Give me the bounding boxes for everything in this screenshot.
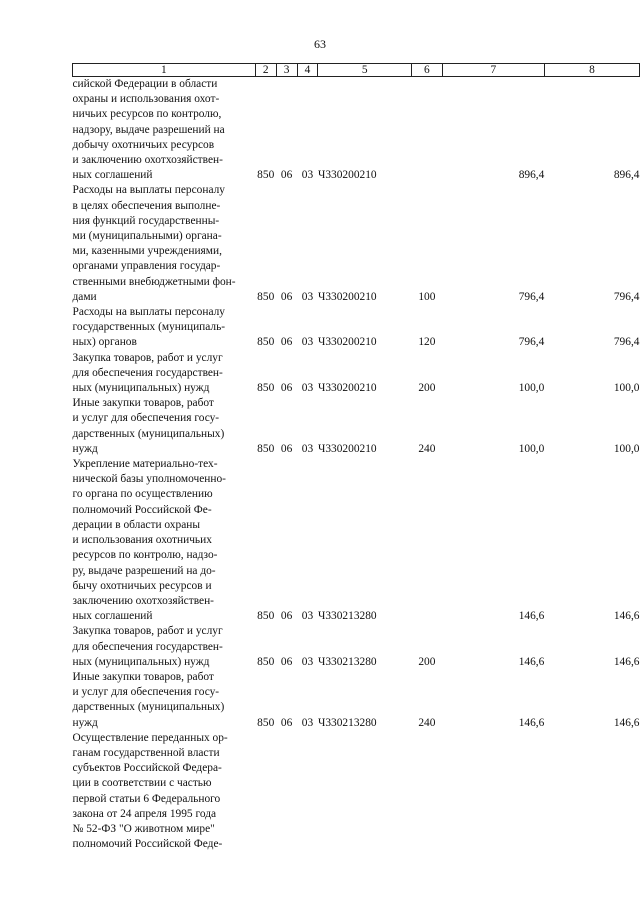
description-line: и услуг для обеспечения госу-: [72, 686, 220, 699]
table-row: [73, 731, 640, 853]
ministry-code: [255, 731, 276, 853]
description-line: Осуществление переданных ор-: [72, 731, 228, 744]
description-line: дарственных (муниципальных): [72, 701, 225, 714]
amount-year-1: 146,6: [518, 610, 545, 623]
amount-year-1: 146,6: [518, 716, 545, 729]
description-line: органами управления государ-: [72, 260, 221, 273]
description-line: и использования охотничьих: [72, 534, 212, 547]
description-line: ных соглашений: [72, 610, 153, 623]
header-col-5: 5: [318, 64, 412, 77]
subsection-code: 03: [301, 169, 314, 182]
row-description: [73, 457, 256, 624]
description-line: дами: [72, 290, 97, 303]
description-line: нужд: [72, 716, 98, 729]
description-line: ничьих ресурсов по контролю,: [72, 108, 222, 121]
description-line: и услуг для обеспечения госу-: [72, 412, 220, 425]
subsection-code: 03: [301, 336, 314, 349]
expense-type-code: 200: [418, 382, 436, 395]
description-line: добычу охотничьих ресурсов: [72, 138, 215, 151]
description-line: бычу охотничьих ресурсов и: [72, 579, 212, 592]
amount-year-2: 146,6: [613, 655, 640, 668]
target-article-code: Ч330213280: [317, 716, 377, 729]
section-code: 06: [280, 382, 293, 395]
description-line: № 52-ФЗ "О животном мире": [72, 822, 215, 835]
description-line: ми, казенными учреждениями,: [72, 245, 222, 258]
expense-type-code: 240: [418, 442, 436, 455]
amount-year-2: 896,4: [613, 169, 640, 182]
target-article-code: Ч330200210: [317, 169, 377, 182]
row-description: [73, 183, 256, 305]
description-line: Иные закупки товаров, работ: [72, 397, 214, 410]
expense-type-code: 200: [418, 655, 436, 668]
description-line: ми (муниципальными) органа-: [72, 230, 222, 243]
section-code: 06: [280, 290, 293, 303]
description-line: ния функций государственны-: [72, 214, 220, 227]
description-line: полномочий Российской Феде-: [72, 838, 223, 851]
row-description: [73, 77, 256, 184]
amount-year-1: [442, 731, 544, 853]
row-description: [73, 731, 256, 853]
description-line: ции в соответствии с частью: [72, 777, 212, 790]
expense-type-code: 120: [418, 336, 436, 349]
target-article-code: Ч330200210: [317, 290, 377, 303]
description-line: ных (муниципальных) нужд: [72, 655, 210, 668]
row-description: [73, 396, 256, 457]
table-row: [73, 670, 640, 731]
table-row: [73, 624, 640, 670]
amount-year-1: 146,6: [518, 655, 545, 668]
amount-year-1: 796,4: [518, 290, 545, 303]
description-line: ганам государственной власти: [72, 746, 220, 759]
amount-year-1: 896,4: [518, 169, 545, 182]
amount-year-2: 146,6: [613, 610, 640, 623]
description-line: Иные закупки товаров, работ: [72, 670, 214, 683]
budget-table: [72, 63, 640, 852]
ministry-code: 850: [257, 442, 275, 455]
header-col-6: 6: [411, 64, 442, 77]
section-code: 06: [280, 610, 293, 623]
section-code: 06: [280, 716, 293, 729]
ministry-code: 850: [257, 169, 275, 182]
description-line: в целях обеспечения выполне-: [72, 199, 221, 212]
row-description: [73, 351, 256, 397]
ministry-code: 850: [257, 716, 275, 729]
description-line: ных (муниципальных) нужд: [72, 382, 210, 395]
amount-year-1: 796,4: [518, 336, 545, 349]
row-description: [73, 624, 256, 670]
amount-year-2: 100,0: [613, 382, 640, 395]
section-code: [276, 731, 297, 853]
description-line: го органа по осуществлению: [72, 488, 213, 501]
target-article-code: [318, 731, 412, 853]
expense-type-code: 240: [418, 716, 436, 729]
ministry-code: 850: [257, 382, 275, 395]
description-line: дарственных (муниципальных): [72, 427, 225, 440]
subsection-code: 03: [301, 655, 314, 668]
subsection-code: 03: [301, 716, 314, 729]
expense-type-code: [411, 731, 442, 853]
expense-type-code: [411, 457, 442, 624]
target-article-code: Ч330200210: [317, 336, 377, 349]
description-line: ных соглашений: [72, 169, 153, 182]
description-line: Расходы на выплаты персоналу: [72, 306, 225, 319]
description-line: Закупка товаров, работ и услуг: [72, 351, 223, 364]
page-number: 63: [314, 37, 326, 51]
description-line: Закупка товаров, работ и услуг: [72, 625, 223, 638]
amount-year-1: 100,0: [518, 442, 545, 455]
description-line: и заключению охотхозяйствен-: [72, 154, 223, 167]
amount-year-2: [544, 731, 639, 853]
subsection-code: 03: [301, 610, 314, 623]
description-line: субъектов Российской Федера-: [72, 762, 222, 775]
subsection-code: 03: [301, 442, 314, 455]
ministry-code: 850: [257, 290, 275, 303]
description-line: ресурсов по контролю, надзо-: [72, 549, 218, 562]
target-article-code: Ч330200210: [317, 382, 377, 395]
header-col-7: 7: [442, 64, 544, 77]
description-line: заключению охотхозяйствен-: [72, 594, 214, 607]
description-line: ственными внебюджетными фон-: [72, 275, 236, 288]
amount-year-2: 146,6: [613, 716, 640, 729]
expense-type-code: [411, 77, 442, 184]
description-line: надзору, выдаче разрешений на: [72, 123, 225, 136]
description-line: для обеспечения государствен-: [72, 640, 223, 653]
description-line: ру, выдаче разрешений на до-: [72, 564, 216, 577]
row-description: [73, 305, 256, 351]
description-line: нужд: [72, 442, 98, 455]
table-row: [73, 183, 640, 305]
ministry-code: 850: [257, 655, 275, 668]
table-row: [73, 77, 640, 184]
section-code: 06: [280, 336, 293, 349]
description-line: для обеспечения государствен-: [72, 366, 223, 379]
header-col-8: 8: [544, 64, 639, 77]
description-line: охраны и использования охот-: [72, 93, 220, 106]
description-line: государственных (муниципаль-: [72, 321, 226, 334]
header-col-3: 3: [276, 64, 297, 77]
description-line: ных) органов: [72, 336, 137, 349]
description-line: полномочий Российской Фе-: [72, 503, 212, 516]
table-row: [73, 457, 640, 624]
section-code: 06: [280, 169, 293, 182]
expense-type-code: 100: [418, 290, 436, 303]
target-article-code: Ч330200210: [317, 442, 377, 455]
table-row: [73, 396, 640, 457]
header-row: [73, 64, 640, 77]
subsection-code: 03: [301, 382, 314, 395]
row-description: [73, 670, 256, 731]
description-line: первой статьи 6 Федерального: [72, 792, 221, 805]
subsection-code: 03: [301, 290, 314, 303]
table-row: [73, 305, 640, 351]
section-code: 06: [280, 655, 293, 668]
description-line: Укрепление материально-тех-: [72, 458, 218, 471]
amount-year-2: 796,4: [613, 290, 640, 303]
description-line: сийской Федерации в области: [72, 78, 218, 90]
ministry-code: 850: [257, 336, 275, 349]
description-line: нической базы уполномоченно-: [72, 473, 226, 486]
header-col-4: 4: [297, 64, 318, 77]
description-line: дерации в области охраны: [72, 518, 200, 531]
description-line: Расходы на выплаты персоналу: [72, 184, 225, 197]
amount-year-2: 796,4: [613, 336, 640, 349]
description-line: закона от 24 апреля 1995 года: [72, 807, 217, 820]
header-col-1: 1: [73, 64, 256, 77]
target-article-code: Ч330213280: [317, 655, 377, 668]
subsection-code: [297, 731, 318, 853]
target-article-code: Ч330213280: [317, 610, 377, 623]
amount-year-1: 100,0: [518, 382, 545, 395]
amount-year-2: 100,0: [613, 442, 640, 455]
header-col-2: 2: [255, 64, 276, 77]
ministry-code: 850: [257, 610, 275, 623]
section-code: 06: [280, 442, 293, 455]
table-row: [73, 351, 640, 397]
